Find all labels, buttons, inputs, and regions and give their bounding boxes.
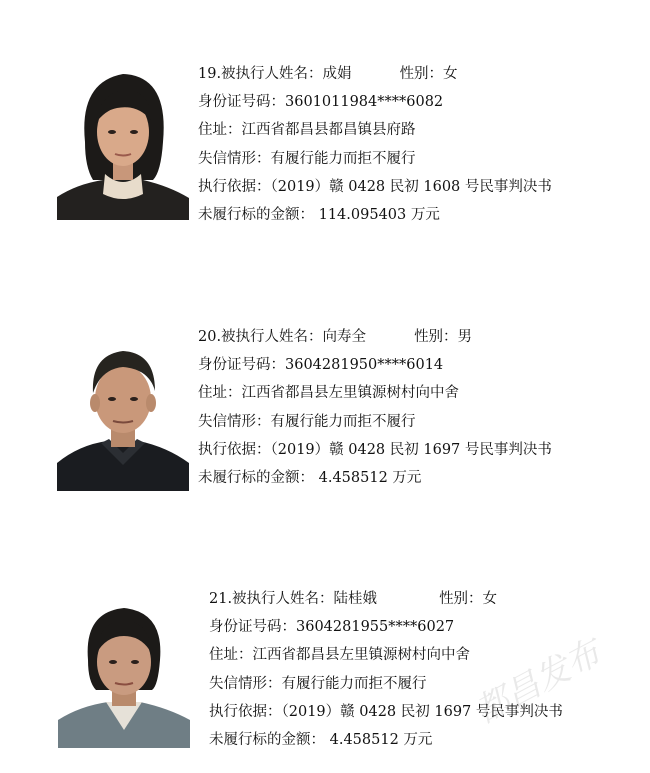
- name-row: [198, 323, 552, 351]
- portrait-man-image: [57, 333, 189, 491]
- situation-field: 失信情形：有履行能力而拒不履行: [198, 150, 416, 167]
- entry-info: [209, 585, 563, 754]
- portrait-photo: [58, 590, 190, 748]
- amount-field: 未履行标的金额： 114.095403 万元: [198, 206, 440, 223]
- name-field: 20.被执行人姓名：向寿全: [198, 329, 367, 345]
- id-field: 身份证号码：3601011984****6082: [198, 94, 444, 111]
- amount-field: 未履行标的金额： 4.458512 万元: [209, 731, 433, 748]
- situation-field: 失信情形：有履行能力而拒不履行: [209, 675, 427, 692]
- gender-field: 性别：女: [439, 591, 498, 607]
- portrait-woman-image: [58, 590, 190, 748]
- name-field: 21.被执行人姓名：陆桂娥: [209, 591, 378, 607]
- id-field: 身份证号码：3604281955****6027: [209, 619, 455, 636]
- name-row: [209, 585, 563, 613]
- situation-field: 失信情形：有履行能力而拒不履行: [198, 413, 416, 430]
- portrait-photo: [57, 333, 189, 491]
- entry-info: [198, 323, 552, 492]
- address-field: 住址：江西省都昌县左里镇源树村向中舍: [209, 647, 470, 664]
- basis-field: 执行依据：（2019）赣 0428 民初 1608 号民事判决书: [198, 178, 552, 195]
- amount-field: 未履行标的金额： 4.458512 万元: [198, 469, 422, 486]
- basis-field: 执行依据：（2019）赣 0428 民初 1697 号民事判决书: [209, 703, 563, 720]
- address-field: 住址：江西省都昌县都昌镇县府路: [198, 122, 416, 139]
- id-field: 身份证号码：3604281950****6014: [198, 357, 444, 374]
- gender-field: 性别：男: [414, 329, 473, 345]
- basis-field: 执行依据：（2019）赣 0428 民初 1697 号民事判决书: [198, 441, 552, 458]
- gender-field: 性别：女: [399, 66, 458, 82]
- address-field: 住址：江西省都昌县左里镇源树村向中舍: [198, 385, 459, 402]
- name-field: 19.被执行人姓名：成娟: [198, 66, 352, 82]
- svg-text:都昌发布: 都昌发布: [468, 632, 608, 732]
